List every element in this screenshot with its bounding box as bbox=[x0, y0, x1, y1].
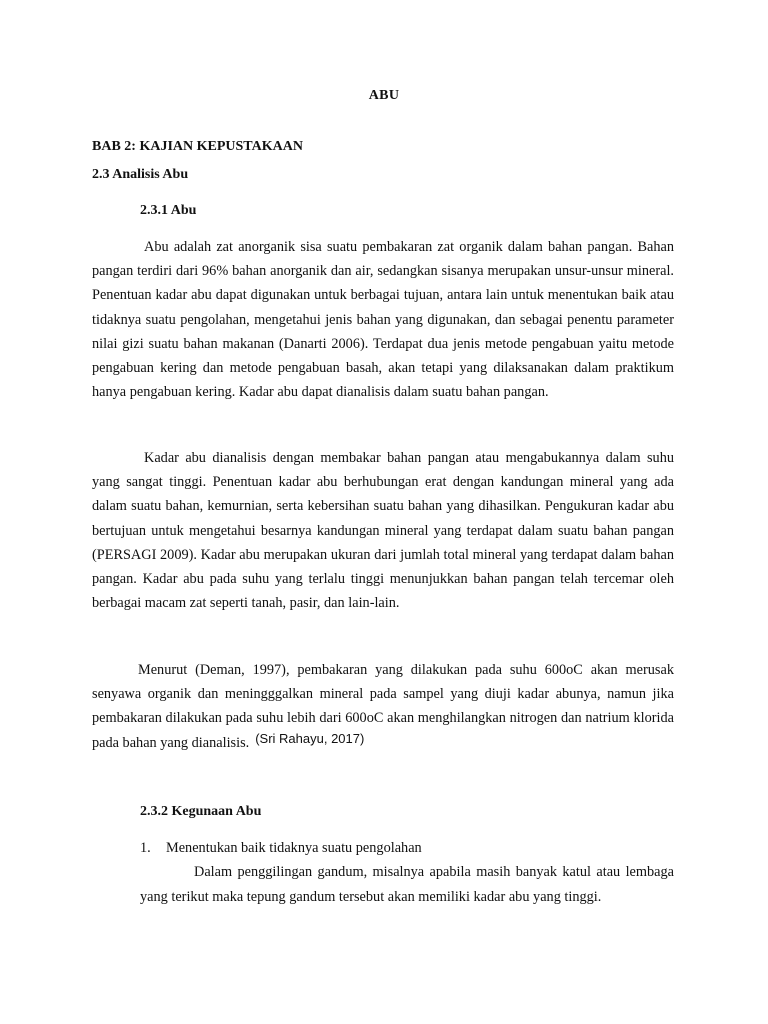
chapter-heading: BAB 2: KAJIAN KEPUSTAKAAN bbox=[92, 139, 303, 154]
document-title: ABU bbox=[368, 88, 400, 103]
list-item bbox=[140, 836, 674, 910]
list-item-title: Menentukan baik tidaknya suatu pengolahan bbox=[166, 840, 422, 856]
paragraph bbox=[92, 658, 674, 755]
subsection-heading-kegunaan: 2.3.2 Kegunaan Abu bbox=[140, 804, 262, 819]
section-heading: 2.3 Analisis Abu bbox=[92, 167, 189, 182]
paragraph-text: Menurut (Deman, 1997), pembakaran yang dilakukan pada suhu 600oC akan merusak senyawa organik dan meningggalkan mineral pada sampel yang diuji kadar abunya, namun jika pembakaran dilakukan pada suhu lebih dari 600oC akan menghilangkan nitrogen dan natrium klorida pada bahan yang dianalisis. bbox=[92, 662, 674, 751]
citation: (Sri Rahayu, 2017) bbox=[255, 730, 365, 746]
numbered-list bbox=[140, 836, 674, 910]
subsection-heading-abu: 2.3.1 Abu bbox=[140, 203, 197, 218]
paragraph: Kadar abu dianalisis dengan membakar bahan pangan atau mengabukannya dalam suhu yang sangat tinggi. Penentuan kadar abu berhubungan erat dengan kandungan mineral yang ada dalam suatu bahan, kemurnian, serta kebersihan suatu bahan yang dihasilkan. Pengukuran kadar abu bertujuan untuk mengetahui besarnya kandungan mineral yang terdapat dalam suatu bahan pangan (PERSAGI 2009). Kadar abu merupakan ukuran dari jumlah total mineral yang terdapat dalam bahan pangan. Kadar abu pada suhu yang terlalu tinggi menunjukkan bahan pangan telah tercemar oleh berbagai macam zat seperti tanah, pasir, dan lain-lain. bbox=[92, 450, 674, 612]
list-item-body: Dalam penggilingan gandum, misalnya apabila masih banyak katul atau lembaga yang terikut maka tepung gandum tersebut akan memiliki kadar abu yang tinggi. bbox=[140, 864, 674, 905]
list-number: 1. bbox=[140, 840, 151, 856]
list-item-head bbox=[140, 836, 674, 860]
paragraph: Abu adalah zat anorganik sisa suatu pembakaran zat organik dalam bahan pangan. Bahan pangan terdiri dari 96% bahan anorganik dan air, sedangkan sisanya merupakan unsur-unsur mineral. Penentuan kadar abu dapat digunakan untuk berbagai tujuan, antara lain untuk menentukan baik atau tidaknya suatu pengolahan, mengetahui jenis bahan yang digunakan, dan sebagai penentu parameter nilai gizi suatu bahan makanan (Danarti 2006). Terdapat dua jenis metode pengabuan yaitu metode pengabuan kering dan metode pengabuan basah, akan tetapi yang dilaksanakan dalam praktikum hanya pengabuan kering. Kadar abu dapat dianalisis dalam suatu bahan pangan. bbox=[92, 239, 674, 401]
